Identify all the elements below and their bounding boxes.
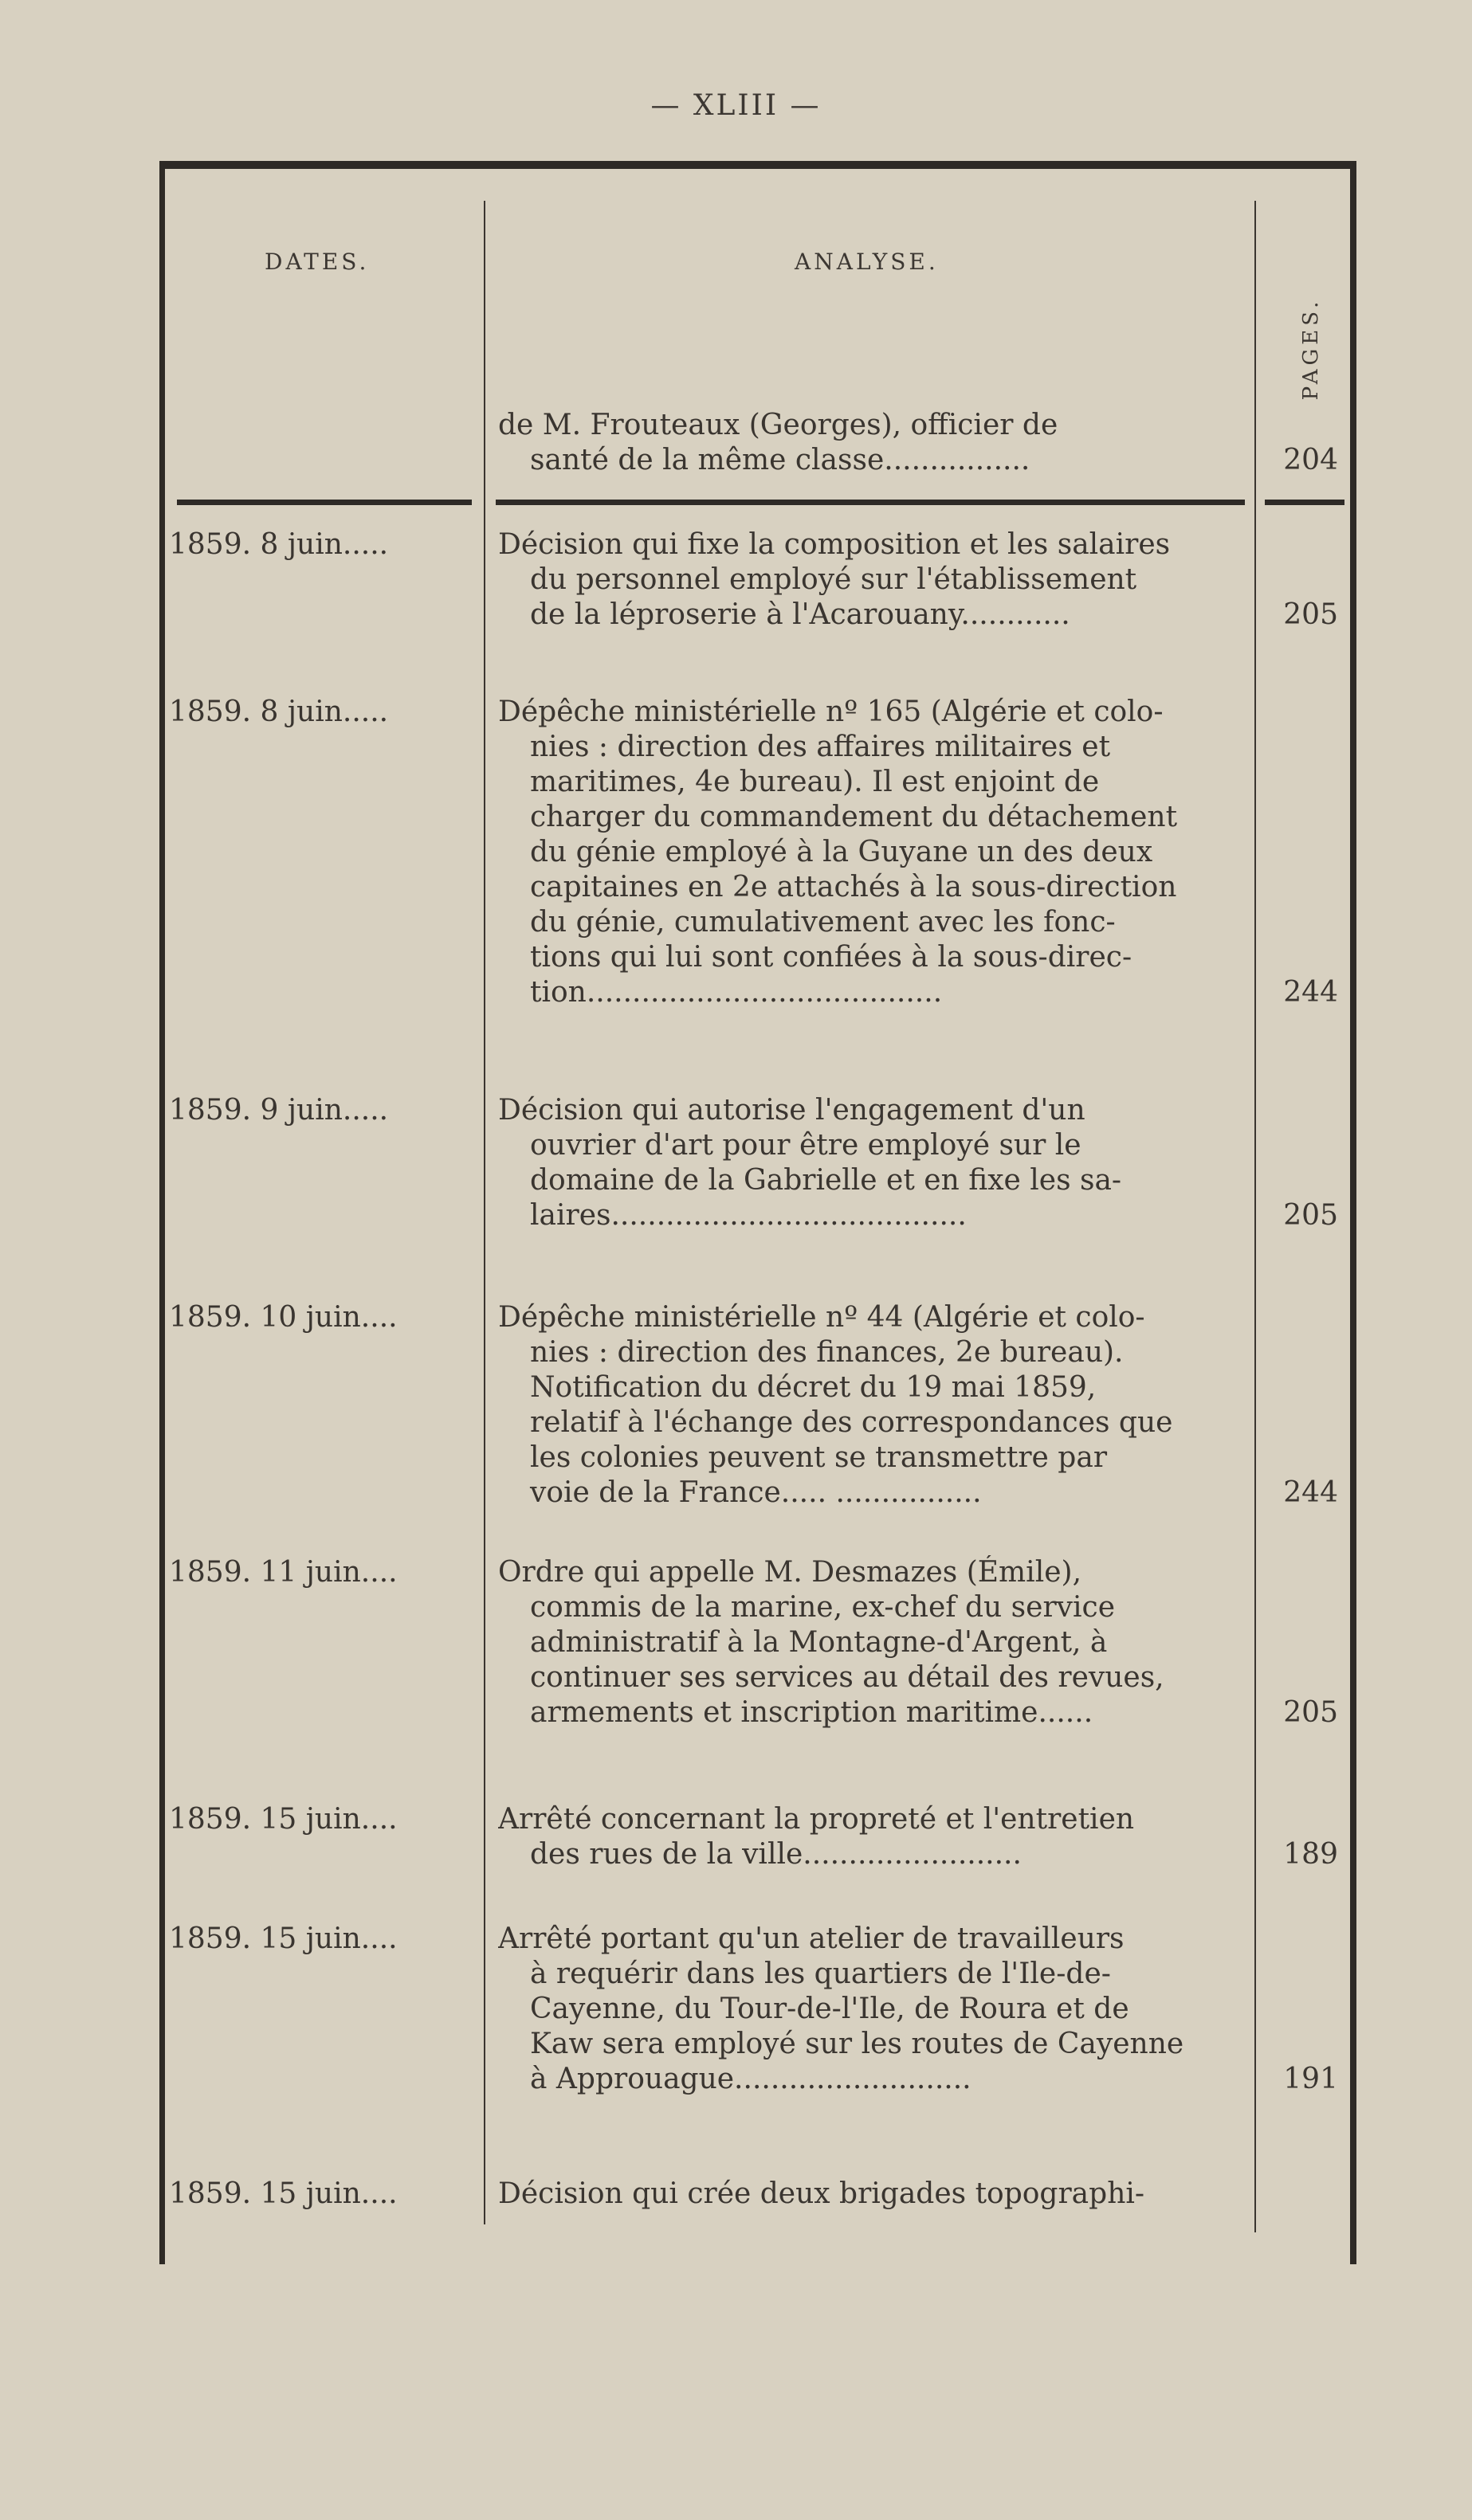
- entry-analysis-line: capitaines en 2e attachés à la sous-direction: [530, 871, 1177, 903]
- entry-analysis-line: de la léproserie à l'Acarouany............: [530, 598, 1070, 631]
- column-divider-pages: [1254, 201, 1256, 2232]
- entry-analysis: [498, 1300, 1249, 1511]
- entry-analysis-line: voie de la France..... ................: [530, 1476, 982, 1509]
- entry-analysis-line: maritimes, 4e bureau). Il est enjoint de: [530, 766, 1100, 798]
- entry-analysis: [498, 1802, 1249, 1872]
- entry-analysis-line: nies : direction des finances, 2e bureau).: [530, 1336, 1124, 1369]
- entry-analysis-line: Notification du décret du 19 mai 1859,: [530, 1371, 1097, 1404]
- entry-analysis-line: Dépêche ministérielle nº 44 (Algérie et colo-: [498, 1301, 1145, 1334]
- entry-analysis-line: Ordre qui appelle M. Desmazes (Émile),: [498, 1556, 1082, 1589]
- entry-page-number: 191: [1283, 2063, 1338, 2095]
- entry-analysis-line: à Approuague..........................: [530, 2063, 972, 2095]
- entry-page-number: 244: [1283, 976, 1338, 1009]
- entry-analysis-line: commis de la marine, ex-chef du service: [530, 1591, 1115, 1624]
- entry-analysis: [498, 2177, 1249, 2212]
- entry-analysis-line: du génie, cumulativement avec les fonc-: [530, 906, 1116, 939]
- entry-analysis: [498, 1093, 1249, 1233]
- entry-analysis-line: de M. Frouteaux (Georges), officier de: [498, 409, 1058, 441]
- entry-analysis: [498, 695, 1249, 1010]
- header-rule-pages: [1265, 500, 1344, 505]
- entry-analysis-line: des rues de la ville........................: [530, 1838, 1022, 1871]
- entry-analysis: [498, 527, 1249, 633]
- entry-date: 1859. 10 juin....: [169, 1301, 398, 1334]
- entry-analysis-line: relatif à l'échange des correspondances que: [530, 1406, 1173, 1439]
- entry-analysis-line: à requérir dans les quartiers de l'Ile-de-: [530, 1958, 1111, 1990]
- entry-page-number: 205: [1283, 1199, 1338, 1232]
- entry-analysis-line: Décision qui crée deux brigades topographi-: [498, 2177, 1145, 2210]
- entry-page-number: 244: [1283, 1476, 1338, 1509]
- entry-analysis-line: domaine de la Gabrielle et en fixe les sa-: [530, 1164, 1122, 1197]
- column-header-dates: DATES.: [265, 249, 370, 275]
- column-divider-dates: [484, 201, 485, 2224]
- entry-analysis: [498, 408, 1249, 478]
- entry-analysis-line: Arrêté concernant la propreté et l'entretien: [498, 1803, 1135, 1836]
- entry-analysis-line: charger du commandement du détachement: [530, 801, 1178, 833]
- entry-date: 1859. 15 juin....: [169, 1922, 398, 1955]
- entry-analysis-line: Dépêche ministérielle nº 165 (Algérie et colo-: [498, 696, 1164, 728]
- entry-analysis-line: tion.......................................: [530, 976, 943, 1009]
- entry-date: 1859. 8 juin.....: [169, 696, 389, 728]
- entry-page-number: 205: [1283, 598, 1338, 631]
- column-header-analyse: ANALYSE.: [795, 249, 939, 275]
- entry-analysis: [498, 1922, 1249, 2097]
- entry-date: 1859. 8 juin.....: [169, 528, 389, 561]
- entry-page-number: 204: [1283, 444, 1338, 476]
- page-header: — XLIII —: [650, 89, 822, 122]
- entry-analysis-line: Décision qui autorise l'engagement d'un: [498, 1094, 1085, 1127]
- entry-page-number: 189: [1283, 1838, 1338, 1871]
- index-table: [159, 161, 1356, 2264]
- entry-analysis-line: administratif à la Montagne-d'Argent, à: [530, 1626, 1108, 1659]
- entry-analysis-line: du personnel employé sur l'établissement: [530, 563, 1137, 596]
- entry-analysis-line: santé de la même classe................: [530, 444, 1030, 476]
- entry-date: 1859. 15 juin....: [169, 2177, 398, 2210]
- header-rule-analyse: [496, 500, 1245, 505]
- entry-page-number: 205: [1283, 1696, 1338, 1729]
- entry-date: 1859. 15 juin....: [169, 1803, 398, 1836]
- entry-analysis-line: continuer ses services au détail des revues,: [530, 1661, 1164, 1694]
- entry-analysis-line: tions qui lui sont confiées à la sous-direc-: [530, 941, 1132, 974]
- entry-analysis-line: Arrêté portant qu'un atelier de travailleurs: [498, 1922, 1125, 1955]
- entry-analysis-line: du génie employé à la Guyane un des deux: [530, 836, 1153, 868]
- entry-analysis-line: les colonies peuvent se transmettre par: [530, 1441, 1108, 1474]
- entry-analysis-line: Cayenne, du Tour-de-l'Ile, de Roura et de: [530, 1993, 1129, 2025]
- entry-analysis-line: nies : direction des affaires militaires et: [530, 731, 1111, 763]
- entry-date: 1859. 11 juin....: [169, 1556, 398, 1589]
- entry-analysis: [498, 1555, 1249, 1730]
- column-header-pages: [1263, 214, 1357, 460]
- entry-analysis-line: armements et inscription maritime......: [530, 1696, 1093, 1729]
- entry-analysis-line: Kaw sera employé sur les routes de Cayenne: [530, 2028, 1184, 2060]
- column-header-pages-label: PAGES.: [1299, 297, 1323, 401]
- entry-analysis-line: laires.......................................: [530, 1199, 967, 1232]
- entry-date: 1859. 9 juin.....: [169, 1094, 389, 1127]
- entry-analysis-line: ouvrier d'art pour être employé sur le: [530, 1129, 1081, 1162]
- entry-analysis-line: Décision qui fixe la composition et les salaires: [498, 528, 1171, 561]
- header-rule-dates: [177, 500, 472, 505]
